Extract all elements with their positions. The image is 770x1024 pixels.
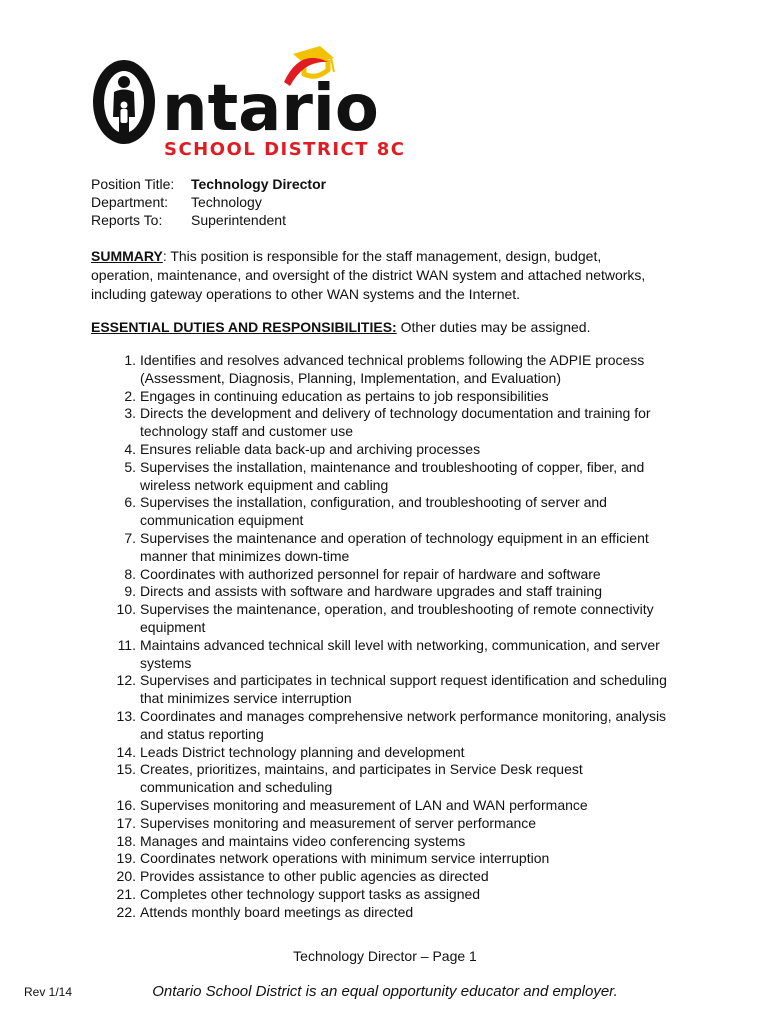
duty-number: 11. — [117, 636, 136, 653]
position-title-label: Position Title: — [91, 176, 175, 192]
summary-section — [91, 247, 661, 304]
duty-item — [110, 797, 670, 815]
duty-item — [110, 708, 670, 744]
duty-item — [110, 601, 670, 637]
duty-number: 15. — [116, 761, 136, 778]
duty-text: Attends monthly board meetings as directed — [140, 903, 414, 920]
duty-text: Supervises the maintenance and operation of technology equipment in an efficient manner that minimizes down-time — [140, 529, 649, 564]
duty-item — [110, 815, 670, 833]
duties-note: Other duties may be assigned. — [396, 319, 591, 335]
department-label: Department: — [91, 194, 169, 210]
duty-text: Maintains advanced technical skill level with networking, communication, and server systems — [140, 636, 660, 671]
reports-to-row — [91, 211, 326, 229]
district-logo — [88, 42, 406, 160]
duty-item — [110, 441, 670, 459]
duty-text: Supervises monitoring and measurement of server performance — [140, 814, 537, 831]
duty-number: 2. — [124, 387, 136, 404]
duty-item — [110, 744, 670, 762]
logo-district-text: SCHOOL DISTRICT 8C — [164, 139, 406, 160]
duty-item — [110, 761, 670, 797]
duty-number: 7. — [124, 529, 136, 546]
duty-number: 3. — [124, 405, 136, 422]
duty-text: Provides assistance to other public agencies as directed — [140, 868, 489, 885]
duty-item — [110, 583, 670, 601]
position-title-value: Technology Director — [191, 176, 327, 192]
duty-text: Supervises the installation, configuration, and troubleshooting of server and communication equipment — [140, 494, 607, 529]
duty-number: 14. — [116, 743, 136, 760]
duty-text: Supervises monitoring and measurement of LAN and WAN performance — [140, 796, 588, 813]
revision-label: Rev 1/14 — [24, 985, 73, 999]
duty-text: Coordinates with authorized personnel for repair of hardware and software — [140, 565, 601, 582]
duty-text: Leads District technology planning and development — [140, 743, 465, 760]
duty-text: Supervises and participates in technical support request identification and scheduling that minimizes service interruption — [140, 672, 667, 707]
duty-number: 17. — [116, 814, 136, 831]
duty-item — [110, 637, 670, 673]
duty-item — [110, 833, 670, 851]
duty-number: 22. — [116, 903, 136, 920]
duty-item — [110, 672, 670, 708]
adult-figure-head-icon — [118, 76, 130, 88]
duty-text: Engages in continuing education as pertains to job responsibilities — [140, 387, 549, 404]
duties-list — [110, 352, 670, 922]
duty-number: 13. — [116, 707, 136, 724]
department-row — [91, 193, 326, 211]
duty-text: Directs the development and delivery of technology documentation and training for technology staff and customer use — [140, 405, 651, 440]
logo-name-text: ntario — [162, 72, 379, 146]
duty-number: 18. — [116, 832, 136, 849]
child-figure-head-icon — [121, 102, 128, 109]
duty-item — [110, 886, 670, 904]
duty-item — [110, 850, 670, 868]
duty-item — [110, 868, 670, 886]
logo-graphic — [88, 42, 406, 160]
duties-heading: ESSENTIAL DUTIES AND RESPONSIBILITIES: — [91, 319, 397, 335]
duty-text: Directs and assists with software and hardware upgrades and staff training — [140, 583, 602, 600]
duty-text: Ensures reliable data back-up and archiving processes — [140, 440, 481, 457]
duty-number: 10. — [116, 601, 136, 618]
duty-number: 5. — [124, 458, 136, 475]
duties-header — [91, 318, 590, 336]
duty-number: 20. — [116, 868, 136, 885]
duty-number: 6. — [124, 494, 136, 511]
duty-item — [110, 405, 670, 441]
duty-number: 21. — [116, 885, 136, 902]
reports-to-label: Reports To: — [91, 212, 163, 228]
duty-item — [110, 352, 670, 388]
duty-text: Creates, prioritizes, maintains, and participates in Service Desk request communication and scheduling — [140, 761, 583, 796]
duty-text: Completes other technology support tasks as assigned — [140, 885, 481, 902]
reports-to-value: Superintendent — [191, 212, 286, 228]
duty-number: 1. — [124, 352, 136, 368]
duty-item — [110, 530, 670, 566]
duty-text: Supervises the maintenance, operation, and troubleshooting of remote connectivity equipment — [140, 601, 654, 635]
duty-item — [110, 459, 670, 495]
child-figure-body-icon — [121, 109, 128, 123]
duty-item — [110, 388, 670, 406]
duty-item — [110, 494, 670, 530]
summary-heading: SUMMARY — [91, 248, 163, 264]
department-value: Technology — [191, 194, 262, 210]
duty-item — [110, 904, 670, 922]
duty-number: 19. — [116, 850, 136, 867]
position-title-row — [91, 175, 326, 193]
duty-number: 8. — [124, 565, 136, 582]
duty-number: 16. — [116, 796, 136, 813]
eoe-statement: Ontario School District is an equal opportunity educator and employer. — [152, 983, 618, 1000]
duty-item — [110, 566, 670, 584]
page-footer-label: Technology Director – Page 1 — [293, 948, 477, 964]
duty-text: Supervises the installation, maintenance and troubleshooting of copper, fiber, and wireless network equipment and cabling — [140, 458, 645, 493]
duty-number: 4. — [124, 440, 136, 457]
duty-number: 12. — [116, 672, 136, 689]
graduation-cap-tassel — [331, 58, 334, 72]
duty-text: Coordinates and manages comprehensive network performance monitoring, analysis and status reporting — [140, 707, 667, 742]
duty-text: Manages and maintains video conferencing systems — [140, 832, 466, 849]
duty-number: 9. — [124, 583, 136, 600]
summary-text: : This position is responsible for the staff management, design, budget, operation, maintenance, and oversight of the district WAN system and attached networks, including gateway operations to other WAN systems and the Internet. — [91, 248, 646, 302]
duty-text: Coordinates network operations with minimum service interruption — [140, 850, 550, 867]
position-header — [91, 175, 326, 229]
duty-text: Identifies and resolves advanced technical problems following the ADPIE process (Assessment, Diagnosis, Planning, Implementation, and Evaluation) — [140, 352, 645, 386]
